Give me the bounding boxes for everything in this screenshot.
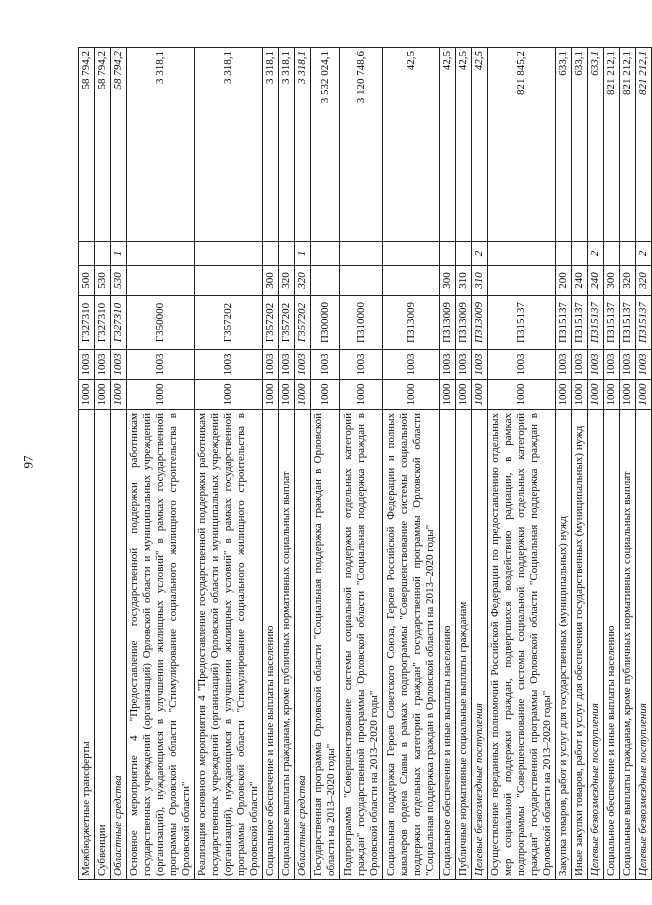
row-target-code: П315137 [604,296,620,350]
row-subsection-code: 1003 [127,350,195,380]
row-subsection-code: 1003 [556,350,572,380]
row-section-code: 1000 [440,380,456,410]
row-amount: 633,1 [588,48,604,242]
row-amount: 3 532 024,1 [311,48,340,242]
row-section-code: 1000 [636,380,652,410]
row-expense-type: 320 [295,266,311,296]
row-target-code: П310000 [340,296,383,350]
table-row [263,48,279,880]
row-section-code: 1000 [556,380,572,410]
table-row [620,48,636,880]
row-subsection-code: 1003 [472,350,488,380]
row-amount: 3 318,1 [195,48,263,242]
row-description: Социальное обеспечение и иные выплаты населению [440,410,456,880]
table-row [456,48,472,880]
row-source-code [95,242,111,266]
row-description: Социальные выплаты гражданам, кроме публичных нормативных социальных выплат [620,410,636,880]
row-description: Закупка товаров, работ и услуг для государственных (муниципальных) нужд [556,410,572,880]
table-row [295,48,311,880]
row-amount: 42,5 [472,48,488,242]
row-section-code: 1000 [456,380,472,410]
row-subsection-code: 1003 [456,350,472,380]
page-number [22,454,35,470]
row-subsection-code: 1003 [636,350,652,380]
row-target-code: Г357202 [279,296,295,350]
row-subsection-code: 1003 [263,350,279,380]
row-section-code: 1000 [340,380,383,410]
row-target-code: Г327310 [111,296,127,350]
row-target-code: П315137 [636,296,652,350]
row-amount: 42,5 [383,48,440,242]
row-source-code [279,242,295,266]
row-section-code: 1000 [488,380,556,410]
table-row [279,48,295,880]
table-body [79,48,652,880]
row-subsection-code: 1003 [79,350,95,380]
row-target-code: Г357202 [263,296,279,350]
row-description: Субвенции [95,410,111,880]
row-expense-type: 240 [572,266,588,296]
table-row [311,48,340,880]
row-source-code [195,242,263,266]
row-source-code [456,242,472,266]
row-amount: 821 212,1 [620,48,636,242]
row-section-code: 1000 [472,380,488,410]
row-description: Социальные выплаты гражданам, кроме публичных нормативных социальных выплат [279,410,295,880]
table-row [127,48,195,880]
row-description: Основное мероприятие 4 "Предоставление государственной поддержки работникам государственных учреждений (организаций) Орловской области и муниципальных учреждений (организаций), нуждающимся в улучшении жилищных условий" в рамках государственной программы Орловской области "Стимулирование социального жилищного строительства в Орловской области" [127,410,195,880]
row-source-code [488,242,556,266]
table-row [95,48,111,880]
row-expense-type: 310 [456,266,472,296]
row-subsection-code: 1003 [440,350,456,380]
row-amount: 58 794,2 [79,48,95,242]
row-source-code [79,242,95,266]
row-section-code: 1000 [263,380,279,410]
row-target-code: П315137 [620,296,636,350]
row-expense-type [488,266,556,296]
row-target-code: П313009 [456,296,472,350]
row-description: Областные средства [111,410,127,880]
row-amount: 3 318,1 [295,48,311,242]
row-section-code: 1000 [279,380,295,410]
row-subsection-code: 1003 [111,350,127,380]
row-description: Социальное обеспечение и иные выплаты населению [263,410,279,880]
row-target-code: Г327310 [95,296,111,350]
row-description: Целевые безвозмездные поступления [636,410,652,880]
row-section-code: 1000 [588,380,604,410]
row-expense-type [127,266,195,296]
row-subsection-code: 1003 [604,350,620,380]
row-target-code: П315137 [572,296,588,350]
table-row [340,48,383,880]
row-amount: 3 318,1 [127,48,195,242]
row-source-code: 2 [588,242,604,266]
row-subsection-code: 1003 [620,350,636,380]
row-expense-type: 240 [588,266,604,296]
row-amount: 821 845,2 [488,48,556,242]
table-row [79,48,95,880]
table-row [572,48,588,880]
row-source-code [127,242,195,266]
table-row [604,48,620,880]
row-expense-type: 300 [263,266,279,296]
row-expense-type [311,266,340,296]
row-source-code: 2 [636,242,652,266]
row-section-code: 1000 [604,380,620,410]
row-expense-type: 310 [472,266,488,296]
row-target-code: П315137 [556,296,572,350]
row-target-code: Г327310 [79,296,95,350]
row-section-code: 1000 [79,380,95,410]
row-source-code: 1 [111,242,127,266]
row-amount: 3 318,1 [279,48,295,242]
row-target-code: Г350000 [127,296,195,350]
row-description: Осуществление переданных полномочий Российской Федерации по предоставлению отдельных мер социальной поддержки граждан, подвергшихся воздействию радиации, в рамках подпрограммы "Совершенствование системы социальной поддержки отдельных категорий граждан" государственной программы Орловской области "Социальная поддержка граждан в Орловской области на 2013–2020 годы" [488,410,556,880]
table-row [588,48,604,880]
table-row [111,48,127,880]
row-section-code: 1000 [383,380,440,410]
row-description: Социальная поддержка Героев Советского Союза, Героев Российской Федерации и полных кавалеров ордена Славы в рамках подпрограммы "Совершенствование системы социальной поддержки отдельных категорий граждан" государственной программы Орловской области "Социальная поддержка граждан в Орловской области на 2013–2020 годы" [383,410,440,880]
row-source-code [620,242,636,266]
row-amount: 633,1 [556,48,572,242]
row-section-code: 1000 [311,380,340,410]
row-expense-type: 320 [636,266,652,296]
row-source-code [263,242,279,266]
table-row [636,48,652,880]
row-description: Публичные нормативные социальные выплаты гражданам [456,410,472,880]
row-section-code: 1000 [195,380,263,410]
budget-table [78,47,652,880]
row-expense-type [340,266,383,296]
row-description: Реализация основного мероприятия 4 "Предоставление государственной поддержки работникам государственных учреждений (организаций) Орловской области и муниципальных учреждений (организаций), нуждающимся в улучшении жилищных условий" в рамках государственной программы Орловской области "Стимулирование социального жилищного строительства в Орловской области" [195,410,263,880]
row-source-code [572,242,588,266]
row-subsection-code: 1003 [95,350,111,380]
row-description: Целевые безвозмездные поступления [472,410,488,880]
row-target-code: П313009 [472,296,488,350]
row-source-code [311,242,340,266]
row-amount: 3 120 748,6 [340,48,383,242]
table-row [472,48,488,880]
row-target-code: П313009 [440,296,456,350]
row-target-code: П315137 [588,296,604,350]
row-amount: 821 212,1 [604,48,620,242]
table-row [556,48,572,880]
row-description: Государственная программа Орловской области "Социальная поддержка граждан в Орловской области на 2013–2020 годы" [311,410,340,880]
row-subsection-code: 1003 [383,350,440,380]
row-expense-type [195,266,263,296]
row-amount: 821 212,1 [636,48,652,242]
row-target-code: П313009 [383,296,440,350]
row-description: Иные закупки товаров, работ и услуг для обеспечения государственных (муниципальных) нужд [572,410,588,880]
table-row [440,48,456,880]
row-description: Социальное обеспечение и иные выплаты населению [604,410,620,880]
row-section-code: 1000 [572,380,588,410]
row-amount: 3 318,1 [263,48,279,242]
row-amount: 42,5 [456,48,472,242]
row-target-code: П315137 [488,296,556,350]
row-section-code: 1000 [295,380,311,410]
table-row [195,48,263,880]
row-expense-type: 200 [556,266,572,296]
row-subsection-code: 1003 [295,350,311,380]
row-subsection-code: 1003 [588,350,604,380]
row-expense-type: 300 [440,266,456,296]
row-expense-type: 300 [604,266,620,296]
row-amount: 58 794,2 [95,48,111,242]
row-description: Областные средства [295,410,311,880]
row-subsection-code: 1003 [279,350,295,380]
row-source-code [604,242,620,266]
row-subsection-code: 1003 [311,350,340,380]
row-expense-type [383,266,440,296]
row-section-code: 1000 [127,380,195,410]
row-expense-type: 320 [279,266,295,296]
row-amount: 633,1 [572,48,588,242]
row-target-code: П300000 [311,296,340,350]
row-section-code: 1000 [95,380,111,410]
row-expense-type: 530 [95,266,111,296]
row-source-code [340,242,383,266]
row-source-code [556,242,572,266]
row-expense-type: 530 [111,266,127,296]
row-expense-type: 320 [620,266,636,296]
row-section-code: 1000 [111,380,127,410]
row-amount: 42,5 [440,48,456,242]
row-description: Целевые безвозмездные поступления [588,410,604,880]
row-subsection-code: 1003 [340,350,383,380]
row-description: Межбюджетные трансферты [79,410,95,880]
row-description: Подпрограмма "Совершенствование системы социальной поддержки отдельных категорий граждан" государственной программы Орловской области "Социальная поддержка граждан в Орловской области на 2013–2020 годы" [340,410,383,880]
row-source-code [383,242,440,266]
row-expense-type: 500 [79,266,95,296]
row-target-code: Г357202 [295,296,311,350]
row-source-code: 2 [472,242,488,266]
row-subsection-code: 1003 [195,350,263,380]
row-amount: 58 794,2 [111,48,127,242]
row-subsection-code: 1003 [572,350,588,380]
row-subsection-code: 1003 [488,350,556,380]
table-row [488,48,556,880]
row-source-code [440,242,456,266]
table-viewport [78,48,649,880]
row-source-code: 1 [295,242,311,266]
table-row [383,48,440,880]
page-number-text: 97 [20,455,36,469]
row-target-code: Г357202 [195,296,263,350]
row-section-code: 1000 [620,380,636,410]
